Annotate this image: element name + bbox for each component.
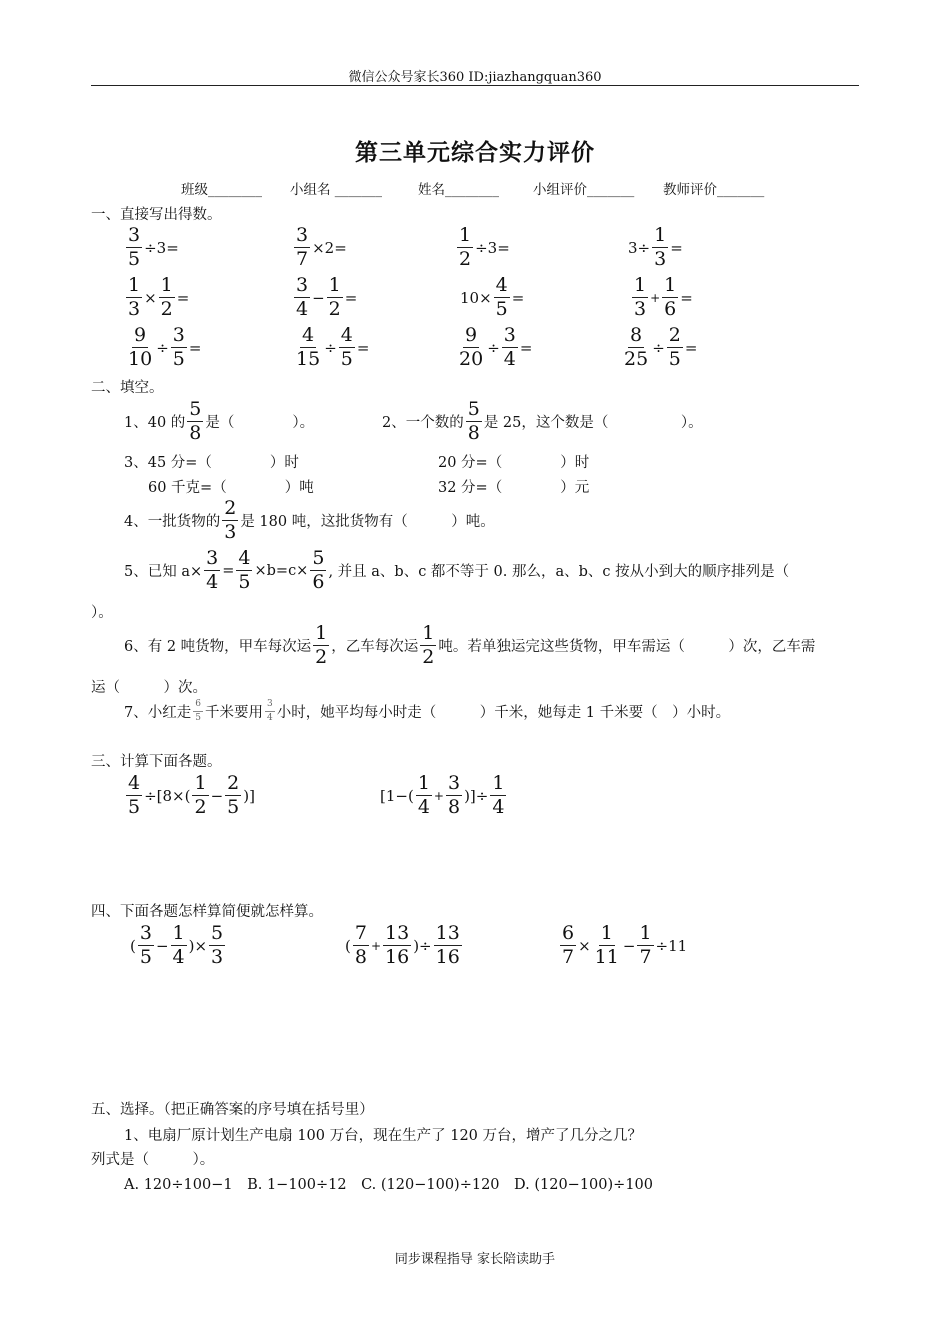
s1-r1-b: $\frac{3}{7}$ ×2= — [296, 224, 347, 270]
section2-heading: 二、填空。 — [91, 380, 164, 396]
s3-expr1: $\frac{4}{5}$ ÷[8×( $\frac{1}{2}$ − $\frac{2}{5}$ )] — [128, 772, 255, 818]
page-footer: 同步课程指导 家长陪读助手 — [394, 1252, 556, 1267]
page-title: 第三单元综合实力评价 — [355, 140, 595, 166]
s1-r3-c: $\frac{9}{20}$ ÷ $\frac{3}{4}$ = — [459, 324, 533, 370]
s1-r3-d: $\frac{8}{25}$ ÷ $\frac{2}{5}$ = — [624, 324, 698, 370]
page-header: 微信公众号家长360 ID:jiazhangquan360 — [348, 70, 602, 85]
info-teacher-eval: 教师评价_______ — [663, 182, 765, 198]
section3-heading: 三、计算下面各题。 — [91, 754, 222, 770]
s4-expr2: ( $\frac{7}{8}$ + $\frac{13}{16}$ )÷ $\frac{13}{16}$ — [345, 922, 460, 968]
s1-r2-a: $\frac{1}{3}$ × $\frac{1}{2}$ = — [128, 274, 190, 320]
s2-q7: 7、小红走 $\frac{6}{5}$ 千米要用 $\frac{3}{4}$ 小时，她平均每小时走（ ）千米，她每走 1 千米要（ ）小时。 — [124, 699, 731, 723]
s5-q1: 1、电扇厂原计划生产电扇 100 万台，现在生产了 120 万台，增产了几分之几？ — [124, 1128, 643, 1144]
s5-q1-options: A. 120÷100−1 B. 1−100÷12 C. (120−100)÷120 D. (120−100)÷100 — [124, 1177, 653, 1193]
info-group: 小组名 _______ — [290, 182, 383, 198]
s4-expr3: $\frac{6}{7}$ × $\frac{1}{11}$ − $\frac{1}{7}$ ÷11 — [562, 922, 688, 968]
s1-r2-c: 10× $\frac{4}{5}$ = — [460, 274, 525, 320]
header-rule — [91, 85, 859, 86]
s1-r2-d: $\frac{1}{3}$ + $\frac{1}{6}$ = — [634, 274, 693, 320]
s2-q6: 6、有 2 吨货物，甲车每次运 $\frac{1}{2}$ ，乙车每次运 $\frac{1}{2}$ 吨。若单独运完这些货物，甲车需运（ ）次，乙车需 — [124, 622, 816, 668]
s2-q5-line2: ）。 — [91, 605, 113, 621]
info-group-eval: 小组评价_______ — [533, 182, 635, 198]
s5-q1-line2: 列式是（ ）。 — [91, 1152, 215, 1168]
s2-q3a: 3、45 分=（ ）时 — [124, 455, 299, 471]
section1-heading: 一、直接写出得数。 — [91, 207, 222, 223]
section5-heading: 五、选择。（把正确答案的序号填在括号里） — [91, 1102, 374, 1118]
s4-expr1: ( $\frac{3}{5}$ − $\frac{1}{4}$ )× $\frac{5}{3}$ — [130, 922, 224, 968]
s1-r1-d: 3÷ $\frac{1}{3}$ = — [628, 224, 683, 270]
s2-q1: 1、40 的 $\frac{5}{8}$ 是（ ）。 — [124, 398, 315, 444]
s2-q6-line2: 运（ ）次。 — [91, 680, 207, 696]
s1-r1-a: $\frac{3}{5}$ ÷3= — [128, 224, 179, 270]
s1-r3-a: $\frac{9}{10}$ ÷ $\frac{3}{5}$ = — [128, 324, 202, 370]
s3-expr2: [1−( $\frac{1}{4}$ + $\frac{3}{8}$ )]÷ $\frac{1}{4}$ — [380, 772, 505, 818]
s2-q2: 2、一个数的 $\frac{5}{8}$ 是 25，这个数是（ ）。 — [382, 398, 703, 444]
s1-r3-b: $\frac{4}{15}$ ÷ $\frac{4}{5}$ = — [296, 324, 370, 370]
s2-q5: 5、已知 a× $\frac{3}{4}$ = $\frac{4}{5}$ ×b=c× $\frac{5}{6}$ , 并且 a、b、c 都不等于 0. 那么，a、b、c 按从小到大的顺序排列是（ — [124, 547, 790, 593]
s2-q3d: 32 分=（ ）元 — [438, 480, 590, 496]
s2-q3b: 20 分=（ ）时 — [438, 455, 590, 471]
s1-r2-b: $\frac{3}{4}$ − $\frac{1}{2}$ = — [296, 274, 358, 320]
s2-q4: 4、一批货物的 $\frac{2}{3}$ 是 180 吨，这批货物有（ ）吨。 — [124, 497, 495, 543]
section4-heading: 四、下面各题怎样算简便就怎样算。 — [91, 904, 323, 920]
s2-q3c: 60 千克=（ ）吨 — [148, 480, 314, 496]
info-class: 班级________ — [181, 182, 262, 198]
info-name: 姓名________ — [418, 182, 499, 198]
s1-r1-c: $\frac{1}{2}$ ÷3= — [459, 224, 510, 270]
